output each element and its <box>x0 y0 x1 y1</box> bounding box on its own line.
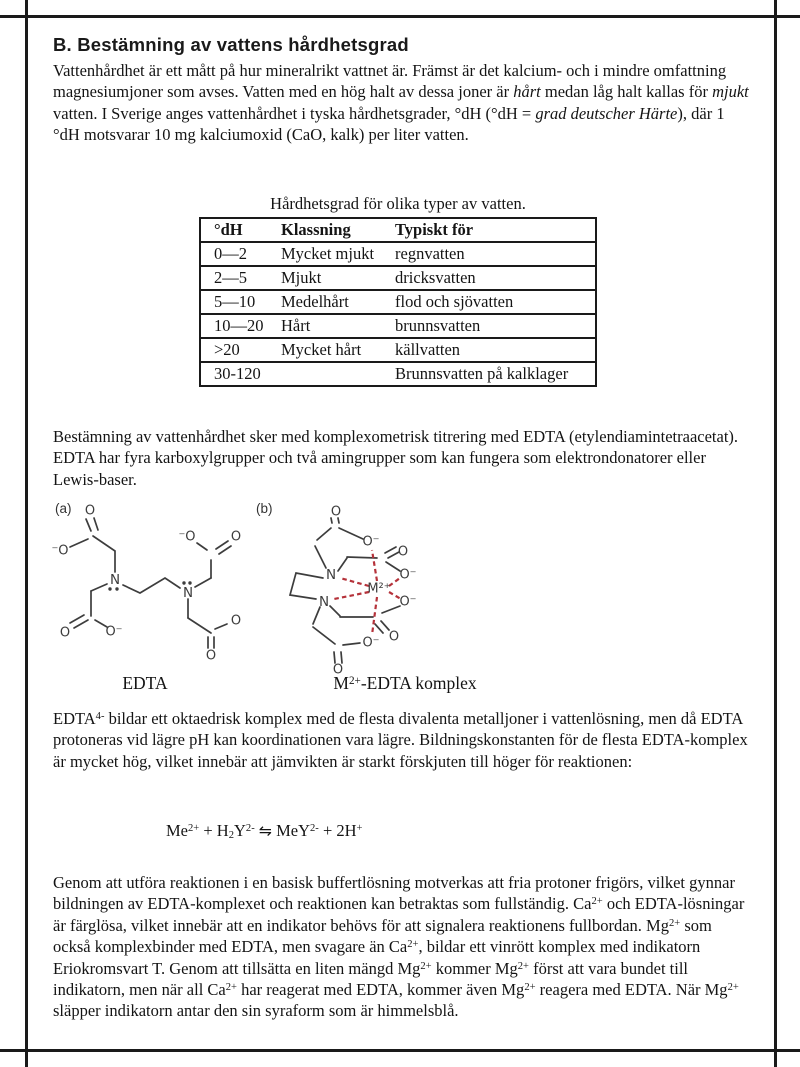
figure-label-b: (b) <box>256 501 273 516</box>
cell-typiskt: brunnsvatten <box>382 314 596 338</box>
atom-o: O <box>230 529 242 545</box>
cell-klassning: Mycket mjukt <box>268 242 382 266</box>
atom-o-minus: O⁻ <box>399 567 417 583</box>
atom-labels <box>51 504 241 664</box>
cell-typiskt: Brunnsvatten på kalklager <box>382 362 596 386</box>
table-row <box>200 290 596 314</box>
cell-klassning: Mjukt <box>268 266 382 290</box>
atom-n: N <box>182 585 194 601</box>
cell-typiskt: källvatten <box>382 338 596 362</box>
cell-klassning: Hårt <box>268 314 382 338</box>
edta-structure-diagram <box>38 498 253 678</box>
cell-dh: 10—20 <box>200 314 268 338</box>
figure-caption-edta: EDTA <box>122 673 168 693</box>
cell-klassning: Medelhårt <box>268 290 382 314</box>
table-row <box>200 242 596 266</box>
atom-o: O <box>330 504 342 520</box>
atom-o-minus: O⁻ <box>399 594 417 610</box>
covalent-bonds <box>70 518 231 648</box>
atom-o-minus: O⁻ <box>362 635 380 651</box>
edta-complex-diagram <box>280 496 428 682</box>
atom-n: N <box>109 572 121 588</box>
atom-n: N <box>325 567 337 583</box>
col-header-typiskt: Typiskt för <box>382 218 596 242</box>
equilibrium-equation: $Me^{2+} + H_2Y^{2-}$ ⇋ MeY$^{2-}$ + 2H+ <box>166 821 363 842</box>
cell-typiskt: regnvatten <box>382 242 596 266</box>
atom-o: O <box>84 503 96 519</box>
table-row <box>200 338 596 362</box>
table-row <box>200 362 596 386</box>
indicator-paragraph: Genom att utföra reaktionen i en basisk buffertlösning motverkas att fria protoner frigörs, vilket gynnar bildningen av EDTA-komplexet och reaktionen kan betraktas som fullständig. $Ca^{2+}$ och EDTA-lösningar är färglösa, vilket innebär att en indikator behövs för att signalera reaktionens fullbordan. $Mg^{2+}$ som också komplexbinder med EDTA, men svagare än $Ca^{2+}$, bildar ett vinrött komplex med indikatorn Eriokromsvart T. Genom att tillsätta en liten mängd $Mg^{2+}$ kommer $Mg^{2+}$ först att vara bundet till indikatorn, men när all $Ca^{2+}$ har reagerat med EDTA, kommer även $Mg^{2+}$ reagera med EDTA. När $Mg^{2+}$ släpper indikatorn antar den sin syraform som är himmelsblå. <box>53 873 745 1021</box>
hardness-table <box>199 217 597 387</box>
cell-typiskt: flod och sjövatten <box>382 290 596 314</box>
col-header-klassning: Klassning <box>268 218 382 242</box>
col-header-dh: °dH <box>200 218 268 242</box>
edta-paragraph: Bestämning av vattenhårdhet sker med komplexometrisk titrering med EDTA (etylendiamintetraacetat). EDTA har fyra karboxylgrupper och två amingrupper som kan fungera som elektrondonatorer eller Lewis-baser. <box>53 427 739 489</box>
section-heading: B. Bestämning av vattens hårdhetsgrad <box>53 34 409 55</box>
atom-o: O <box>388 629 400 645</box>
atom-o: O <box>230 613 242 629</box>
cell-dh: 30-120 <box>200 362 268 386</box>
cell-dh: 2—5 <box>200 266 268 290</box>
table-header-row <box>200 218 596 242</box>
page-border-left <box>25 0 28 1067</box>
figure-label-a: (a) <box>55 501 72 516</box>
atom-o: O <box>332 662 344 678</box>
table-caption: Hårdhetsgrad för olika typer av vatten. <box>270 194 526 213</box>
page-border-bottom <box>0 1049 800 1052</box>
atom-o-minus: O⁻ <box>362 534 380 550</box>
cell-typiskt: dricksvatten <box>382 266 596 290</box>
cell-dh: >20 <box>200 338 268 362</box>
atom-minus-o: ⁻O <box>178 529 196 545</box>
cell-dh: 0—2 <box>200 242 268 266</box>
figure-caption-complex: $M^{2+}$-EDTA komplex <box>333 673 477 693</box>
table-row <box>200 314 596 338</box>
table-row <box>200 266 596 290</box>
cell-klassning: Mycket hårt <box>268 338 382 362</box>
atom-n: N <box>318 594 330 610</box>
atom-o: O <box>397 544 409 560</box>
page-border-top <box>0 15 800 18</box>
intro-paragraph: Vattenhårdhet är ett mått på hur mineralrikt vattnet är. Främst är det kalcium- och i mindre omfattning magnesiumjoner som avses. Vatten med en hög halt av dessa joner är hårt medan låg halt kallas för mjukt vatten. I Sverige anges vattenhårdhet i tyska hårdhetsgrader, °dH (°dH = grad deutscher Härte), där 1 °dH motsvarar 10 mg kalciumoxid (CaO, kalk) per liter vatten. <box>53 61 749 145</box>
complex-paragraph: $EDTA^{4-}$ bildar ett oktaedrisk komplex med de flesta divalenta metalljoner i vattenlösning, men då EDTA protoneras vid lägre pH kan koordinationen vara lägre. Bildningskonstanten för de flesta EDTA-komplex är mycket hög, vilket innebär att jämvikten är starkt förskjuten till höger för reaktionen: <box>53 709 748 771</box>
metal-ion-label: M²⁺ <box>367 581 391 597</box>
page-border-right <box>774 0 777 1067</box>
lone-pair-dots <box>108 581 191 590</box>
atom-minus-o: ⁻O <box>51 543 69 559</box>
atom-o: O <box>205 648 217 664</box>
cell-klassning <box>268 362 382 386</box>
cell-dh: 5—10 <box>200 290 268 314</box>
atom-o-minus: O⁻ <box>105 624 123 640</box>
atom-o: O <box>59 625 71 641</box>
